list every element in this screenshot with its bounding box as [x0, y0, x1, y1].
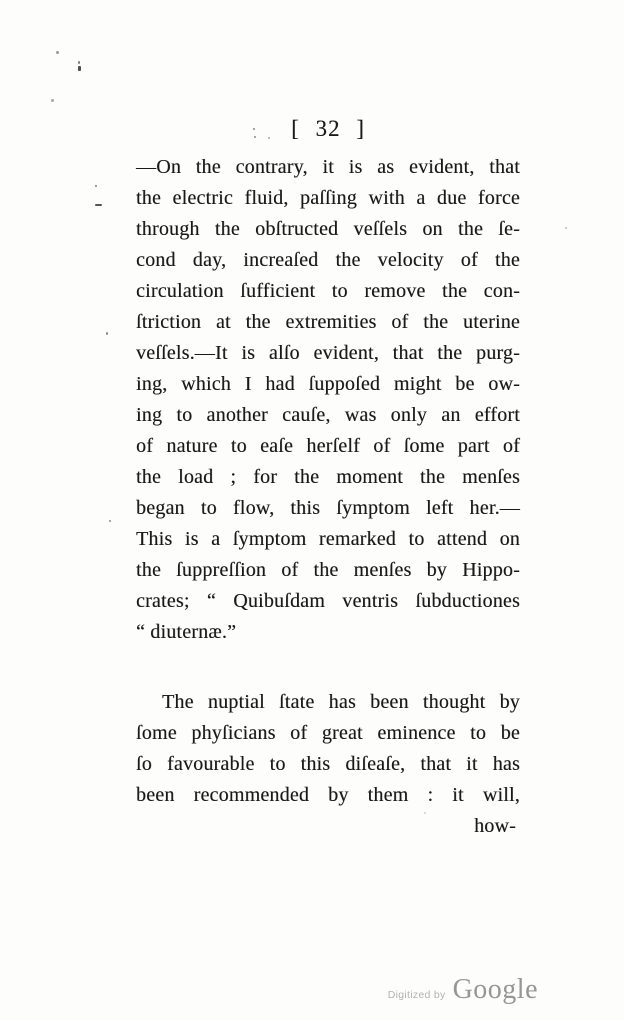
text-line: This is a ſymptom remarked to attend on	[136, 528, 520, 550]
text-line: “ diuternæ.”	[136, 621, 237, 643]
text-line: the load ; for the moment the menſes	[136, 466, 520, 488]
text-line: ſtriction at the extremities of the uterine	[136, 311, 520, 333]
text-line: through the obſtructed veſſels on the ſe-	[136, 218, 520, 240]
scan-speck	[268, 137, 270, 139]
scan-speck	[78, 66, 81, 71]
text-line: been recommended by them : it will,	[136, 784, 520, 806]
scan-speck	[109, 520, 111, 522]
page-number: [ 32 ]	[291, 116, 365, 141]
google-watermark	[388, 974, 538, 1006]
text-line: veſſels.—It is alſo evident, that the purg-	[136, 342, 520, 364]
text-line: the electric fluid, paſſing with a due force	[136, 187, 520, 209]
text-line: crates; “ Quibuſdam ventris ſubductiones	[136, 590, 520, 612]
digitized-by-label: Digitized by	[387, 989, 446, 1001]
catchword: how-	[474, 815, 516, 837]
google-logo: Google	[452, 974, 538, 1005]
scan-speck	[106, 332, 108, 335]
text-line: ing, which I had ſuppoſed might be ow-	[136, 373, 520, 395]
paragraph-1	[136, 152, 520, 648]
scan-speck	[424, 812, 426, 814]
scan-speck	[78, 61, 80, 64]
text-line: The nuptial ſtate has been thought by	[162, 691, 520, 713]
text-line: ſo favourable to this diſeaſe, that it has	[136, 753, 520, 775]
text-line: the ſuppreſſion of the menſes by Hippo-	[136, 559, 520, 581]
scan-speck	[253, 128, 255, 130]
text-line: of nature to eaſe herſelf of ſome part of	[136, 435, 520, 457]
text-block	[136, 152, 520, 842]
text-line: circulation ſufficient to remove the con-	[136, 280, 520, 302]
scan-speck	[565, 227, 567, 229]
text-line: —On the contrary, it is as evident, that	[136, 156, 520, 178]
text-line: began to flow, this ſymptom left her.—	[136, 497, 520, 519]
text-line: ſome phyſicians of great eminence to be	[136, 722, 520, 744]
text-line: ing to another cauſe, was only an effort	[136, 404, 520, 426]
paragraph-2	[136, 687, 520, 842]
scan-speck	[95, 185, 97, 187]
text-line: cond day, increaſed the velocity of the	[136, 249, 520, 271]
scan-speck	[56, 51, 59, 54]
scan-speck	[51, 99, 54, 102]
scan-speck	[95, 204, 102, 206]
scan-speck	[254, 136, 256, 138]
